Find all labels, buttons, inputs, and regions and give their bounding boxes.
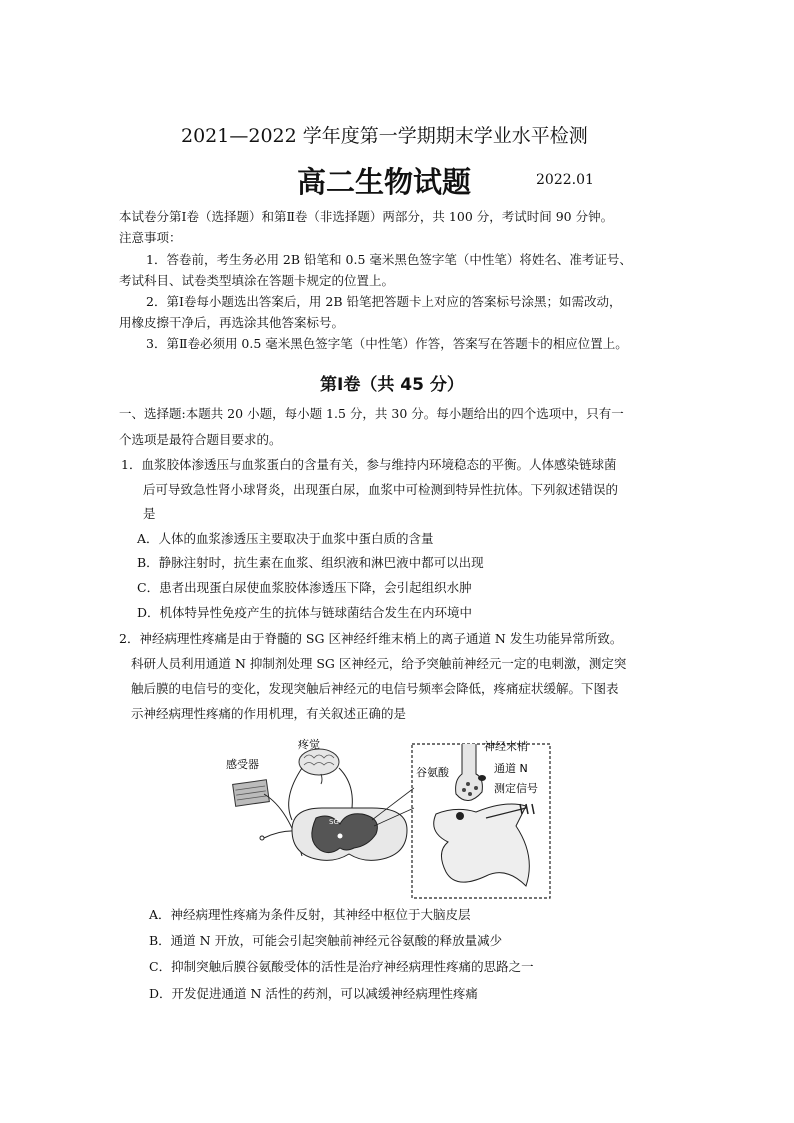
q2-stem-c: 触后膜的电信号的变化，发现突触后神经元的电信号频率会降低，疼痛症状缓解。下图表 <box>131 681 619 696</box>
q1-option-b: B．静脉注射时，抗生素在血浆、组织液和淋巴液中都可以出现 <box>137 555 484 570</box>
sg-label: SG <box>329 818 339 826</box>
intro-line: 本试卷分第Ⅰ卷（选择题）和第Ⅱ卷（非选择题）两部分，共 100 分，考试时间 90 分钟。 <box>119 209 614 224</box>
q2-stem-b: 科研人员利用通道 N 抑制剂处理 SG 区神经元，给予突触前神经元一定的电刺激，测定突 <box>131 656 627 671</box>
label-receptor: 感受器 <box>226 758 259 771</box>
q2-option-a: A．神经病理性疼痛为条件反射，其神经中枢位于大脑皮层 <box>149 907 471 922</box>
note-1-a: 1．答卷前，考生务必用 2B 铅笔和 0.5 毫米黑色签字笔（中性笔）将姓名、准考证号、 <box>146 252 632 267</box>
q1-option-a: A．人体的血浆渗透压主要取决于血浆中蛋白质的含量 <box>137 531 434 546</box>
q1-stem-c: 是 <box>143 506 156 521</box>
pain-mechanism-figure <box>224 738 554 900</box>
q1-option-c: C．患者出现蛋白尿使血浆胶体渗透压下降，会引起组织水肿 <box>137 580 472 595</box>
note-1-b: 考试科目、试卷类型填涂在答题卡规定的位置上。 <box>119 273 395 288</box>
section-instruction-b: 个选项是最符合题目要求的。 <box>119 432 282 447</box>
q2-option-d: D．开发促进通道 N 活性的药剂，可以减缓神经病理性疼痛 <box>149 986 478 1001</box>
spinal-cord-section <box>292 808 407 860</box>
section-instruction-a: 一、选择题:本题共 20 小题，每小题 1.5 分，共 30 分。每小题给出的四个选项中，只有一 <box>119 406 624 421</box>
section-heading: 第Ⅰ卷（共 45 分） <box>320 375 464 395</box>
q2-option-c: C．抑制突触后膜谷氨酸受体的活性是治疗神经病理性疼痛的思路之一 <box>149 959 534 974</box>
label-nerve-ending: 神经末梢 <box>484 740 528 753</box>
q2-option-b: B．通道 N 开放，可能会引起突触前神经元谷氨酸的释放量减少 <box>149 933 503 948</box>
note-2-a: 2．第Ⅰ卷每小题选出答案后，用 2B 铅笔把答题卡上对应的答案标号涂黑；如需改动， <box>146 294 622 309</box>
brain-illustration <box>299 749 339 784</box>
q2-stem-d: 示神经病理性疼痛的作用机理，有关叙述正确的是 <box>131 706 407 721</box>
label-channel-n: 通道 N <box>494 762 528 775</box>
exam-title: 2021—2022 学年度第一学期期末学业水平检测 <box>181 125 588 147</box>
q1-stem-b: 后可导致急性肾小球肾炎，出现蛋白尿，血浆中可检测到特异性抗体。下列叙述错误的 <box>143 482 619 497</box>
label-pain: 疼觉 <box>298 738 320 751</box>
notes-title: 注意事项： <box>119 230 182 245</box>
q1-option-d: D．机体特异性免疫产生的抗体与链球菌结合发生在内环境中 <box>137 605 473 620</box>
label-glutamate: 谷氨酸 <box>416 766 449 779</box>
exam-date: 2022.01 <box>536 172 594 188</box>
receptor-illustration <box>233 780 270 807</box>
subject-title: 高二生物试题 <box>297 165 472 199</box>
note-3: 3．第Ⅱ卷必须用 0.5 毫米黑色签字笔（中性笔）作答，答案写在答题卡的相应位置上。 <box>146 336 628 351</box>
note-2-b: 用橡皮擦干净后，再选涂其他答案标号。 <box>119 315 345 330</box>
q1-stem-a: 1．血浆胶体渗透压与血浆蛋白的含量有关，参与维持内环境稳态的平衡。人体感染链球菌 <box>121 457 617 472</box>
label-signal: 测定信号 <box>494 782 538 795</box>
q2-stem-a: 2．神经病理性疼痛是由于脊髓的 SG 区神经纤维末梢上的离子通道 N 发生功能异常所致。 <box>119 631 623 646</box>
